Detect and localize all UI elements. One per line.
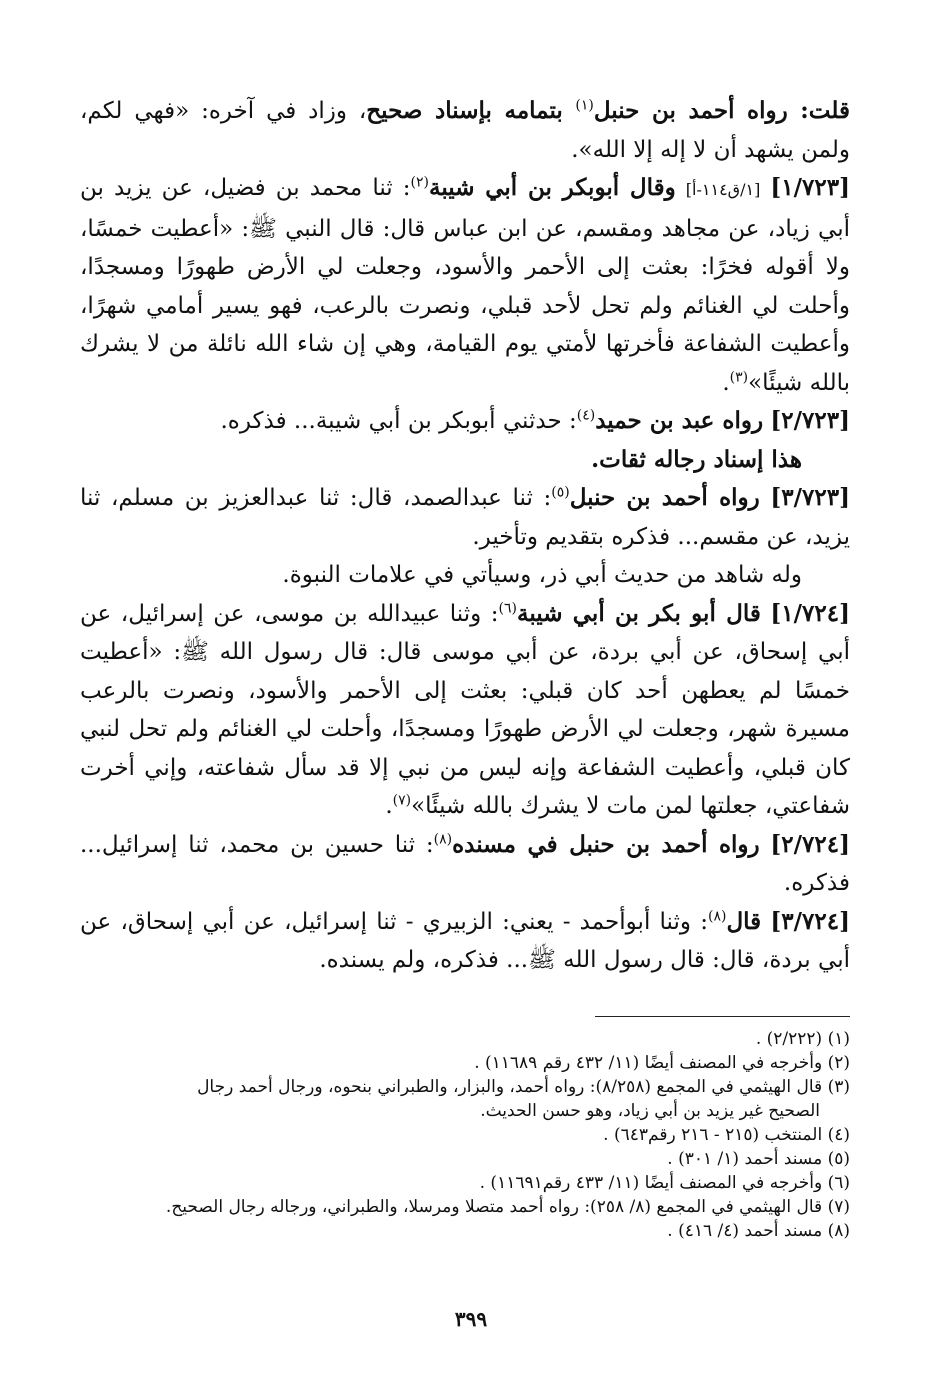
hadith-reference: [٣/٧٢٣] (770, 484, 850, 511)
footnote-text: الصحيح غير يزيد بن أبي زياد، وهو حسن الحديث. (480, 1100, 820, 1121)
footnote-marker: (٨) (707, 907, 727, 924)
footnote-text: مسند أحمد (٤/ ٤١٦) . (667, 1220, 823, 1241)
footnote-text: مسند أحمد (١/ ٣٠١) . (667, 1148, 823, 1169)
footnote-item (80, 1171, 850, 1195)
footnote-marker: (٨) (433, 830, 453, 847)
footnote-marker: (٧) (392, 792, 412, 809)
footnote-text: قال الهيثمي في المجمع (٨/ ٢٥٨): رواه أحمد متصلا ومرسلا، والطبراني، ورجاله رجال الصحيح. (165, 1196, 823, 1217)
narration-heading: رواه أحمد بن حنبل في مسنده (452, 830, 760, 858)
footnote-number: (٤) (827, 1124, 850, 1145)
hadith-1-723 (80, 169, 850, 402)
footnote-item (80, 1123, 850, 1147)
hadith-reference: [٢/٧٢٤] (770, 830, 850, 858)
footnote-marker: (٢) (410, 174, 429, 191)
narration-text: ، وزاد في آخره: «فهي لكم، ولمن يشهد أن لا إله إلا الله». (80, 98, 850, 163)
narration-text: : ثنا حسين بن محمد، ثنا إسرائيل... فذكره. (80, 831, 850, 896)
punctuation: . (722, 369, 730, 396)
main-text (80, 92, 850, 980)
footnote-marker: (٤) (576, 407, 596, 424)
footnote-number: (٨) (827, 1220, 850, 1241)
footnote-marker: (٦) (498, 599, 517, 616)
hadith-reference: [٣/٧٢٤] (770, 907, 850, 935)
grading-note (80, 441, 850, 480)
footnote-item (80, 1195, 850, 1219)
narration-text: : ثنا محمد بن فضيل، عن يزيد بن أبي زياد، عن مجاهد ومقسم، عن ابن عباس قال: قال النبي ﷺ: «أعطيت خمسًا، ولا أقوله فخرًا: بعثت إلى الأحمر والأسود، وجعلت لي الأرض طهورًا ومسجدًا، وأحلت لي الغنائم ولم تحل لأحد قبلي، ونصرت بالرعب، فهو يسير أمامي شهرًا، وأعطيت الشفاعة فأخرتها لأمتي يوم القيامة، وهي إن شاء الله نائلة من لا يشرك بالله شيئًا» (80, 175, 850, 396)
footnote-number: (٢) (827, 1052, 850, 1073)
hadith-1-724 (80, 595, 850, 826)
narration-heading: قال أبو بكر بن أبي شيبة (517, 599, 761, 627)
footnote-item (80, 1075, 850, 1099)
footnote-text: (٢/٢٢٢) . (755, 1028, 823, 1049)
witness-text: وله شاهد من حديث أبي ذر، وسيأتي في علامات النبوة. (282, 562, 802, 588)
footnote-item (80, 1027, 850, 1051)
footnote-item (80, 1147, 850, 1171)
footnote-number: (١) (827, 1028, 850, 1049)
hadith-2-724 (80, 826, 850, 903)
narration-heading: رواه أحمد بن حنبل (569, 484, 760, 511)
footnote-text: وأخرجه في المصنف أيضًا (١١/ ٤٣٣ رقم١١٦٩١) . (479, 1172, 823, 1193)
narration-heading: وقال أبوبكر بن أبي شيبة (428, 174, 676, 201)
grading-text: هذا إسناد رجاله ثقات. (591, 445, 802, 473)
footnote-item (80, 1219, 850, 1243)
narration-text: : حدثني أبوبكر بن أبي شيبة... فذكره. (220, 408, 577, 434)
page-number: ٣٩٩ (454, 1307, 488, 1331)
footnote-text: قال الهيثمي في المجمع (٨/٢٥٨): رواه أحمد، والبزار، والطبراني بنحوه، ورجال أحمد رجال (197, 1076, 823, 1097)
punctuation: . (385, 793, 393, 819)
footnote-marker: (١) (575, 97, 594, 114)
narration-heading: قلت: رواه أحمد بن حنبل (593, 97, 850, 124)
footnotes (80, 1027, 850, 1243)
paragraph-note (80, 92, 850, 169)
witness-note (80, 556, 850, 595)
narration-heading-cont: بتمامه بإسناد صحيح (366, 97, 576, 124)
hadith-reference: [١/٧٢٤] (770, 599, 850, 627)
footnote-item (80, 1051, 850, 1075)
footnote-continuation (80, 1099, 850, 1123)
hadith-reference: [١/٧٢٣] (770, 174, 851, 201)
footnote-number: (٣) (827, 1076, 850, 1097)
footnote-number: (٧) (827, 1196, 850, 1217)
narration-text: : وثنا عبيدالله بن موسى، عن إسرائيل، عن أبي إسحاق، عن أبي بردة، عن أبي موسى قال: قال رسول الله ﷺ: «أعطيت خمسًا لم يعطهن أحد كان قبلي: بعثت إلى الأحمر والأسود، ونصرت بالرعب مسيرة شهر، وجعلت لي الأرض طهورًا ومسجدًا، وأحلت لي الغنائم ولم تحل لنبي كان قبلي، وأعطيت الشفاعة وإنه ليس من نبي إلا قد سأل شفاعته، وإني أخرت شفاعتي، جعلتها لمن مات لا يشرك بالله شيئًا» (80, 600, 850, 819)
hadith-3-723 (80, 479, 850, 556)
footnote-marker: (٥) (551, 484, 570, 501)
manuscript-citation: [١/ق١١٤-أ] (685, 180, 761, 199)
footnote-marker: (٣) (729, 368, 749, 385)
footnote-divider (595, 1016, 850, 1017)
hadith-reference: [٢/٧٢٣] (770, 407, 850, 434)
footnote-number: (٦) (827, 1172, 850, 1193)
narration-heading: قال (726, 907, 762, 935)
narration-text: : وثنا أبوأحمد - يعني: الزبيري - ثنا إسرائيل، عن أبي إسحاق، عن أبي بردة، قال: قال رسول الله ﷺ... فذكره، ولم يسنده. (80, 908, 850, 973)
hadith-3-724 (80, 903, 850, 980)
narration-text: : ثنا عبدالصمد، قال: ثنا عبدالعزيز بن مسلم، ثنا يزيد، عن مقسم... فذكره بتقديم وتأخير. (80, 485, 850, 550)
narration-heading: رواه عبد بن حميد (595, 407, 764, 434)
footnote-text: المنتخب (٢١٥ - ٢١٦ رقم٦٤٣) . (603, 1124, 823, 1145)
footnote-number: (٥) (827, 1148, 850, 1169)
footnote-text: وأخرجه في المصنف أيضًا (١١/ ٤٣٢ رقم ١١٦٨٩) . (474, 1052, 823, 1073)
hadith-2-723 (80, 402, 850, 441)
